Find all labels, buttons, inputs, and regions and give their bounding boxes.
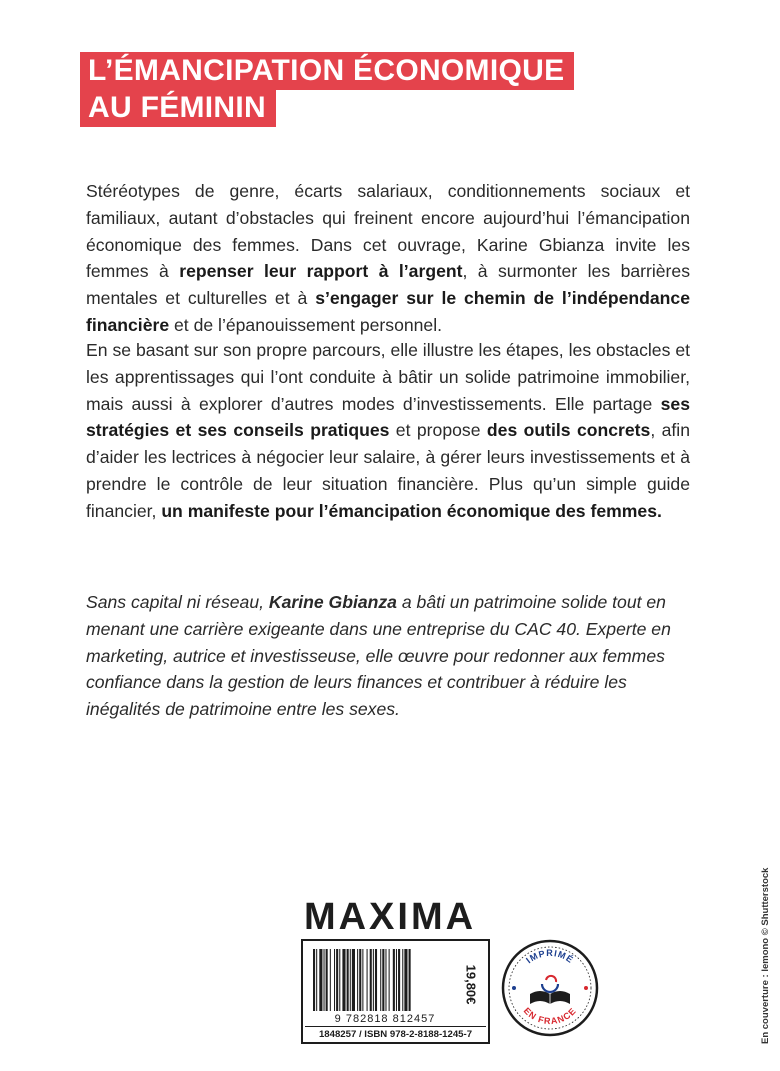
emphasis: repenser leur rapport à l’argent (179, 261, 463, 282)
author-bio: Sans capital ni réseau, Karine Gbianza a bâti un patrimoine solide tout en menant une carrière exigeante dans une entreprise du CAC 40. Experte en marketing, autrice et investisseuse, elle œuvre pour redonner aux femmes confiance dans la gestion de leurs finances et contribuer à réduire les inégalités de patrimoine entre les sexes. (86, 592, 671, 720)
barcode-box (301, 939, 490, 1044)
title-line-2: AU FÉMININ (80, 89, 276, 127)
publisher-logo: MAXIMA (303, 896, 477, 938)
emphasis: s’engager sur le chemin de l’indépendance financière (86, 288, 690, 335)
author-name: Karine Gbianza (268, 592, 397, 612)
imprime-en-france-badge (500, 938, 600, 1038)
badge-bottom-text: EN FRANCE (521, 1005, 579, 1027)
summary-paragraph-1: Stéréotypes de genre, écarts salariaux, conditionnements sociaux et familiaux, autant d’obstacles qui freinent encore aujourd’hui l’émancipation économique des femmes. Dans cet ouvrage, Karine Gbianza invite les femmes à repenser leur rapport à l’argent, à surmonter les barrières mentales et culturelles et à s’engager sur le chemin de l’indépendance financière et de l’épanouissement personnel. (86, 181, 690, 335)
summary-paragraph-2: En se basant sur son propre parcours, elle illustre les étapes, les obstacles et les apprentissages qui l’ont conduite à bâtir un solide patrimoine immobilier, mais aussi à explorer d’autres modes d’investissements. Elle partage ses stratégies et ses conseils pratiques et propose des outils concrets, afin d’aider les lectrices à négocier leur salaire, à gérer leurs investissements et à prendre le contrôle de leur situation financière. Plus qu’un simple guide financier, un manifeste pour l’émancipation économique des femmes. (86, 340, 690, 521)
barcode-digits: 9 782818 812457 (334, 1013, 436, 1025)
emphasis: des outils concrets (486, 420, 651, 441)
barcode-icon (311, 949, 459, 1013)
price: 19,80€ (463, 964, 479, 1005)
isbn-line: 1848257 / ISBN 978-2-8188-1245-7 (305, 1026, 486, 1043)
emphasis: un manifeste pour l’émancipation économique des femmes. (161, 500, 662, 521)
badge-top-text: IMPRIMÉ (524, 948, 576, 966)
cover-credit: En couverture : lemono © Shutterstock (760, 867, 771, 1044)
title-line-1: L’ÉMANCIPATION ÉCONOMIQUE (80, 52, 574, 90)
emphasis: ses stratégies et ses conseils pratiques (86, 393, 690, 441)
